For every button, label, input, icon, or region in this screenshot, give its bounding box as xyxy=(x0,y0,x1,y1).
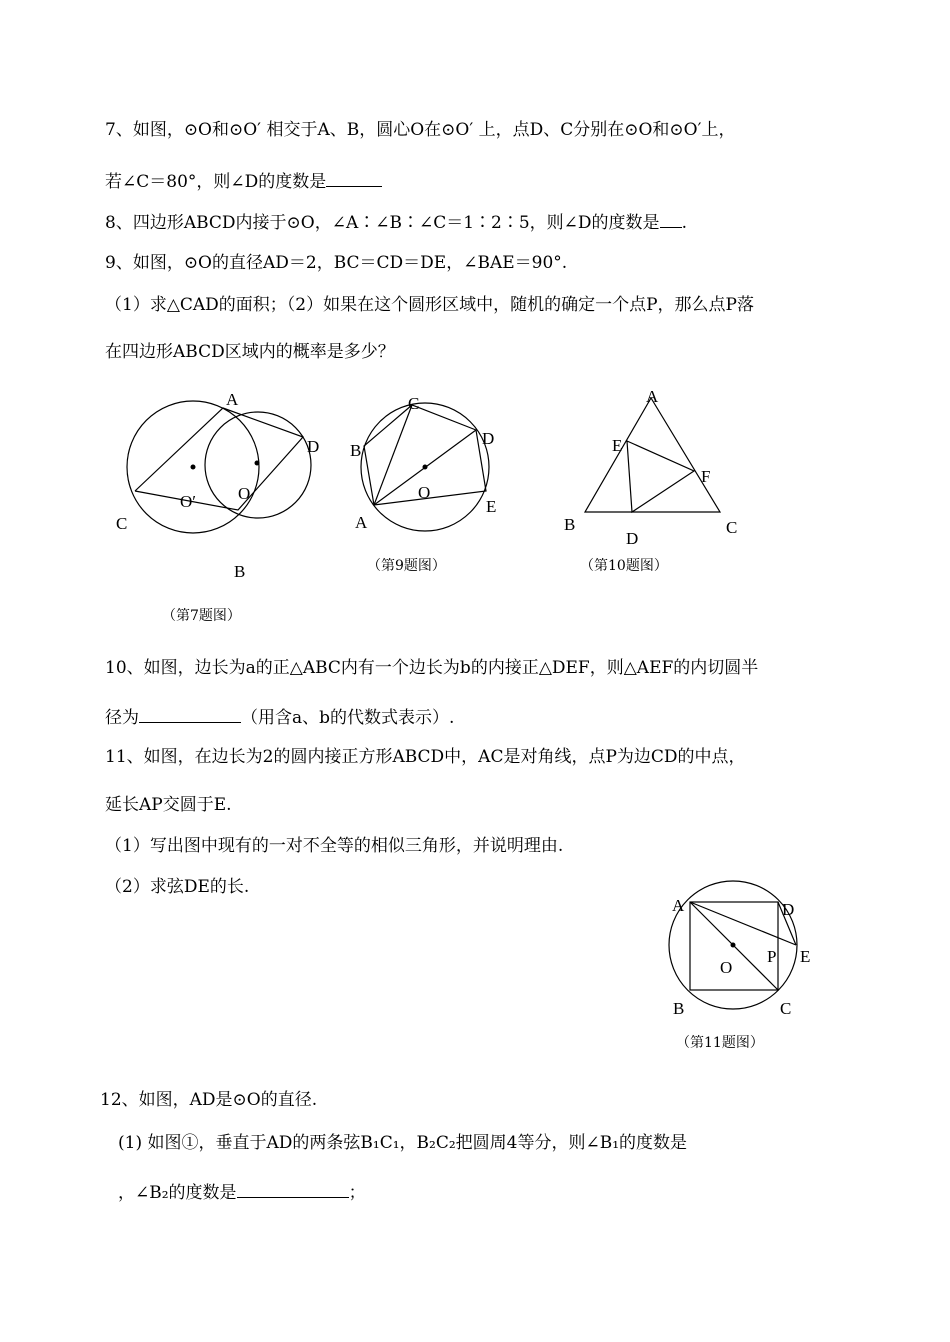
label-b: B xyxy=(564,515,576,534)
problem-8-line: 8、四边形ABCD内接于⊙O，∠A∶∠B∶∠C＝1∶2∶5，则∠D的度数是 . xyxy=(105,213,687,233)
figure-11 xyxy=(660,875,820,1025)
problem-10-line-1: 10、如图，边长为a的正△ABC内有一个边长为b的内接正△DEF，则△AEF的内切圆半 xyxy=(105,658,759,678)
caption-figure-9: （第9题图） xyxy=(367,558,446,574)
center-o xyxy=(255,461,260,466)
caption-figure-7: （第7题图） xyxy=(162,608,241,624)
label-c: C xyxy=(408,394,420,413)
caption-figure-10: （第10题图） xyxy=(580,558,668,574)
label-a: A xyxy=(646,387,659,406)
label-b: B xyxy=(234,562,246,581)
label-b: B xyxy=(350,441,362,460)
problem-9-line-2: （1）求△CAD的面积；（2）如果在这个圆形区域中，随机的确定一个点P，那么点P落 xyxy=(105,295,754,315)
label-o: O xyxy=(418,483,431,502)
answer-blank xyxy=(326,170,382,187)
figure-9 xyxy=(345,392,515,552)
answer-blank xyxy=(660,211,682,228)
label-e: E xyxy=(612,436,623,455)
problem-12-part-1: (1) 如图①，垂直于AD的两条弦B₁C₁，B₂C₂把圆周4等分，则∠B₁的度数是 xyxy=(118,1133,688,1153)
label-a: A xyxy=(355,513,368,532)
problem-9-line-3: 在四边形ABCD区域内的概率是多少？ xyxy=(105,342,395,362)
problem-11-part-1: （1）写出图中现有的一对不全等的相似三角形，并说明理由. xyxy=(105,836,564,856)
label-e: E xyxy=(800,947,811,966)
label-b: B xyxy=(673,999,685,1018)
label-c: C xyxy=(116,514,128,533)
label-a: A xyxy=(226,390,239,409)
problem-11-part-2: （2）求弦DE的长. xyxy=(105,877,250,897)
label-c: C xyxy=(726,518,738,537)
label-d: D xyxy=(782,900,795,919)
label-e: E xyxy=(486,497,497,516)
chord-ac xyxy=(374,405,412,505)
problem-7-line-1: 7、如图，⊙O和⊙O′ 相交于A、B，圆心O在⊙O′ 上，点D、C分别在⊙O和⊙O′上， xyxy=(105,120,736,140)
label-c: C xyxy=(780,999,792,1018)
problem-10-line-2: 径为 （用含a、b的代数式表示）. xyxy=(105,708,455,728)
answer-blank xyxy=(139,706,241,723)
problem-9-line-1: 9、如图，⊙O的直径AD＝2，BC＝CD＝DE，∠BAE＝90°. xyxy=(105,253,568,273)
label-d: D xyxy=(482,429,495,448)
figure-7 xyxy=(105,385,335,585)
label-o-prime: O′ xyxy=(180,492,196,511)
label-d: D xyxy=(307,437,320,456)
label-a: A xyxy=(672,896,685,915)
problem-7-line-2: 若∠C＝80°，则∠D的度数是 xyxy=(105,170,382,192)
problem-12-line-1: 12、如图，AD是⊙O的直径. xyxy=(100,1090,318,1110)
problem-12-part-1-cont: ，∠B₂的度数是 ； xyxy=(118,1183,366,1203)
answer-blank xyxy=(237,1181,349,1198)
label-o: O xyxy=(720,958,733,977)
figure-10 xyxy=(555,385,755,550)
center-o xyxy=(731,943,736,948)
label-f: F xyxy=(701,467,711,486)
label-p: P xyxy=(767,947,777,966)
center-o xyxy=(423,465,428,470)
problem-11-line-2: 延长AP交圆于E. xyxy=(105,795,232,815)
label-o: O xyxy=(238,484,251,503)
label-d: D xyxy=(626,529,639,548)
quadrilateral xyxy=(135,408,303,510)
problem-11-line-1: 11、如图，在边长为2的圆内接正方形ABCD中，AC是对角线，点P为边CD的中点， xyxy=(105,747,746,767)
triangle-abc xyxy=(585,398,720,512)
caption-figure-11: （第11题图） xyxy=(676,1035,764,1051)
center-o-prime xyxy=(191,465,196,470)
